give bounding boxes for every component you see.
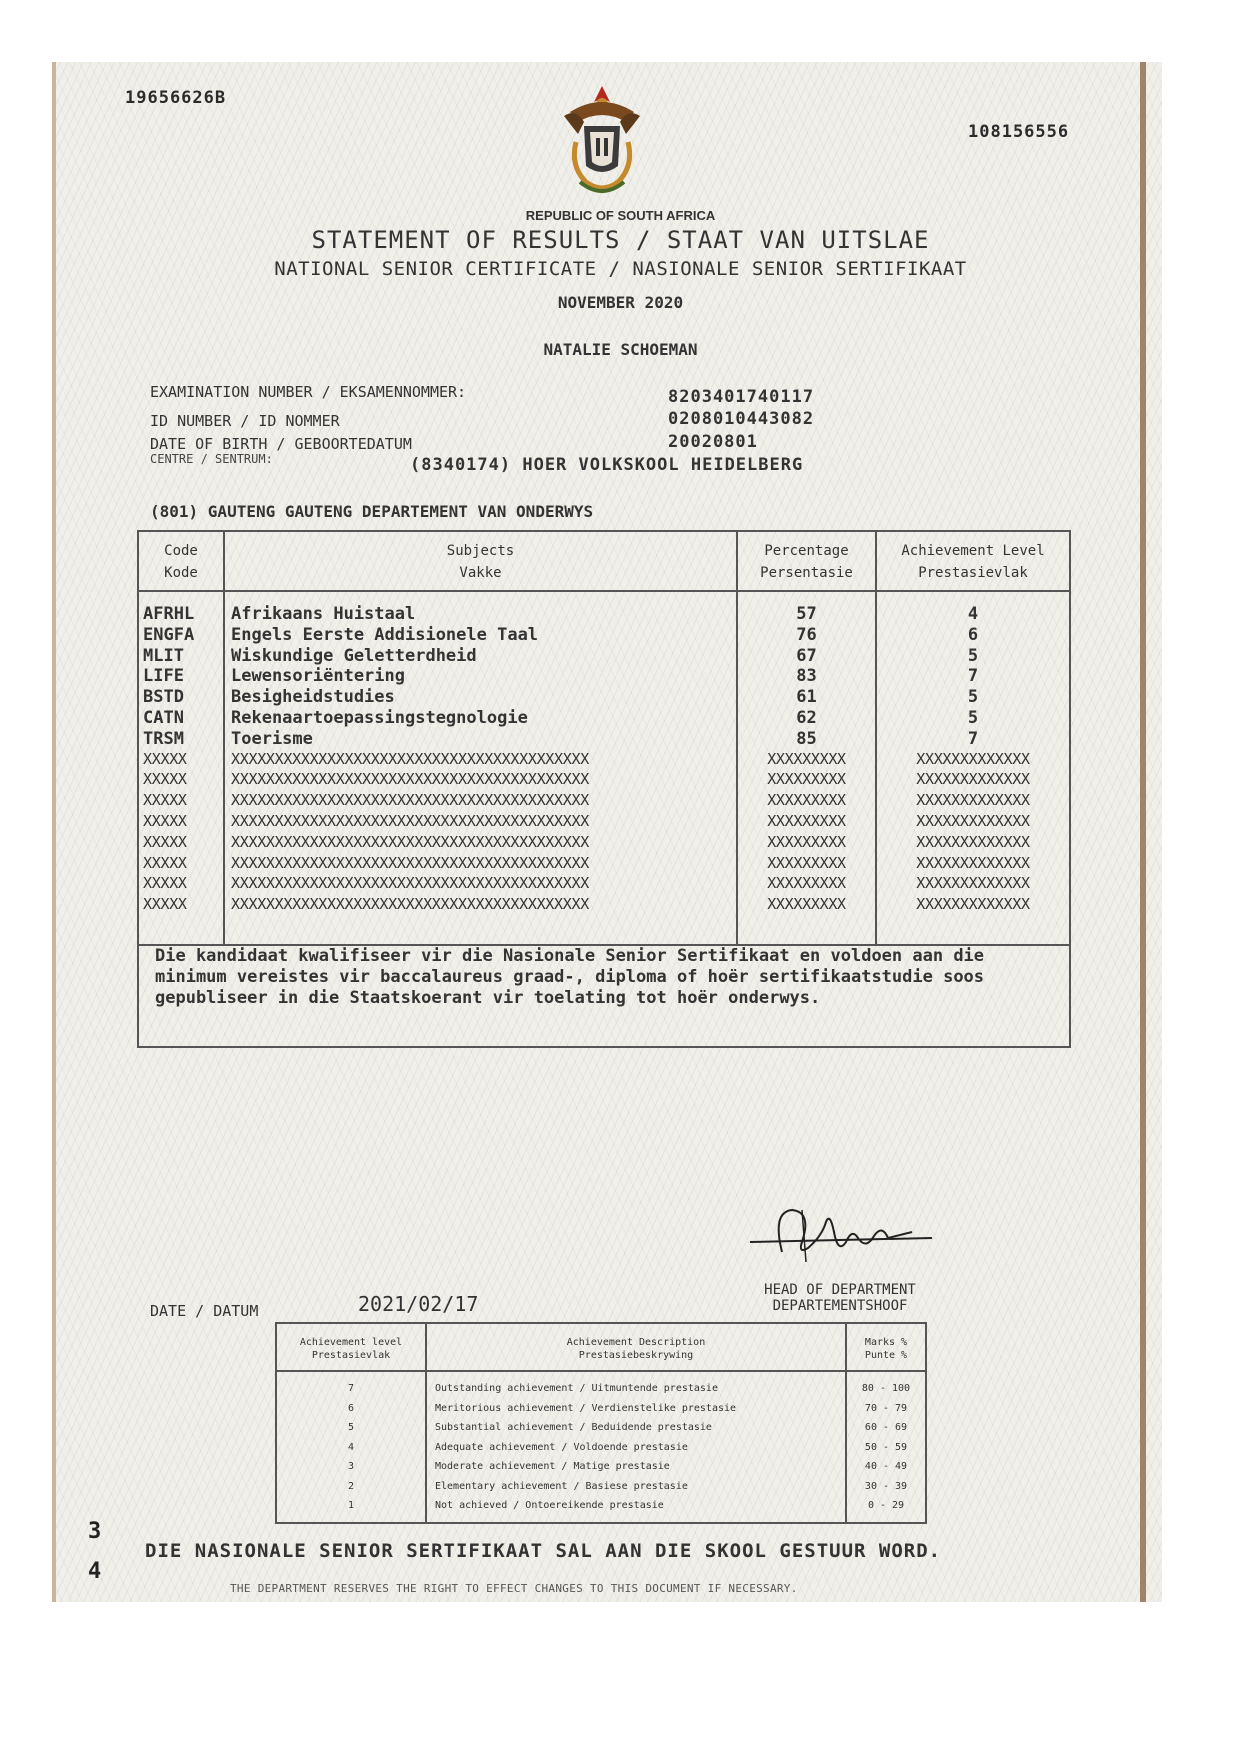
issue-date: 2021/02/17: [358, 1292, 479, 1316]
centre-value: (8340174) HOER VOLKSKOOL HEIDELBERG: [410, 455, 804, 475]
cell-percentage: XXXXXXXXX: [767, 770, 846, 789]
cell-subject: XXXXXXXXXXXXXXXXXXXXXXXXXXXXXXXXXXXXXXXXX: [231, 749, 589, 768]
legend-header-marks-af: Punte %: [864, 1350, 908, 1361]
signature-icon: [742, 1192, 942, 1272]
cell-subject: Lewensoriëntering: [231, 666, 405, 687]
cell-percentage: XXXXXXXXX: [767, 812, 846, 830]
cell-subject: XXXXXXXXXXXXXXXXXXXXXXXXXXXXXXXXXXXXXXXXX: [231, 770, 589, 789]
cell-level: XXXXXXXXXXXXX: [916, 895, 1030, 914]
cell-code: BSTD: [143, 687, 184, 708]
cell-percentage: 76: [796, 624, 817, 645]
legend-cell-marks: 30 - 39: [864, 1480, 908, 1492]
cell-code: XXXXX: [143, 749, 187, 768]
cell-level: 7: [967, 666, 979, 687]
document-title: STATEMENT OF RESULTS / STAAT VAN UITSLAE: [311, 226, 930, 254]
legend-cell-level: 3: [347, 1461, 355, 1472]
legend-header-level: [277, 1336, 425, 1362]
cell-subject: XXXXXXXXXXXXXXXXXXXXXXXXXXXXXXXXXXXXXXXXX: [231, 874, 589, 893]
header-level: [877, 540, 1069, 584]
cell-level: XXXXXXXXXXXXX: [916, 791, 1030, 810]
cell-percentage: XXXXXXXXX: [767, 895, 846, 914]
cell-code: AFRHL: [143, 604, 195, 624]
signatory-title-en: HEAD OF DEPARTMENT: [764, 1282, 916, 1298]
cell-subject: XXXXXXXXXXXXXXXXXXXXXXXXXXXXXXXXXXXXXXXXX: [231, 832, 589, 851]
id-number-value: 0208010443082: [668, 409, 815, 429]
header-percentage-af: Persentasie: [760, 565, 853, 581]
exam-number-value: 8203401740117: [668, 387, 815, 407]
legend-cell-marks: 50 - 59: [864, 1441, 908, 1453]
cell-level: XXXXXXXXXXXXX: [916, 812, 1030, 830]
achievement-legend-table: [275, 1322, 927, 1524]
header-code-en: Code: [164, 543, 198, 559]
cell-percentage: 85: [796, 728, 817, 749]
cell-code: XXXXX: [143, 895, 187, 914]
cell-level: 6: [967, 624, 979, 645]
legend-cell-level: 5: [347, 1422, 355, 1433]
cell-percentage: XXXXXXXXX: [767, 791, 846, 810]
legend-cell-marks: 70 - 79: [864, 1402, 908, 1414]
district-line: (801) GAUTENG GAUTENG DEPARTEMENT VAN ONDERWYS: [150, 502, 594, 521]
cell-percentage: 62: [796, 708, 817, 728]
cell-percentage: 57: [796, 604, 817, 624]
cell-percentage: XXXXXXXXX: [767, 853, 846, 872]
cell-percentage: XXXXXXXXX: [767, 832, 846, 851]
cell-code: LIFE: [143, 666, 184, 687]
cell-code: CATN: [143, 708, 184, 728]
header-subjects-af: Vakke: [459, 565, 502, 581]
results-header-divider: [139, 590, 1069, 592]
legend-cell-marks: 60 - 69: [864, 1422, 908, 1433]
cell-level: XXXXXXXXXXXXX: [916, 853, 1030, 872]
cell-code: MLIT: [143, 645, 184, 666]
legend-header-marks-en: Marks %: [864, 1337, 908, 1348]
cell-level: 4: [967, 604, 979, 624]
header-level-af: Prestasievlak: [918, 565, 1028, 581]
coat-of-arms-icon: [556, 82, 648, 202]
legend-cell-desc: Elementary achievement / Basiese prestasie: [435, 1480, 688, 1492]
results-divider-code: [223, 532, 225, 946]
legend-header-desc-af: Prestasiebeskrywing: [578, 1350, 694, 1361]
legend-header-marks: [847, 1336, 925, 1362]
date-of-birth-value: 20020801: [668, 432, 758, 452]
legend-header-desc-en: Achievement Description: [566, 1337, 706, 1348]
cell-code: TRSM: [143, 728, 184, 749]
footer-disclaimer: THE DEPARTMENT RESERVES THE RIGHT TO EFFECT CHANGES TO THIS DOCUMENT IF NECESSARY.: [230, 1582, 798, 1595]
cell-code: XXXXX: [143, 853, 187, 872]
header-percentage: [738, 540, 875, 584]
legend-cell-desc: Substantial achievement / Beduidende prestasie: [435, 1422, 712, 1433]
header-code-af: Kode: [164, 565, 198, 581]
header-level-en: Achievement Level: [901, 543, 1045, 559]
centre-label: CENTRE / SENTRUM:: [150, 452, 273, 466]
cell-code: XXXXX: [143, 791, 187, 810]
reference-number-right: 108156556: [968, 122, 1070, 142]
margin-marks: 3 4: [88, 1519, 102, 1584]
legend-header-desc: [427, 1336, 845, 1362]
cell-code: XXXXX: [143, 812, 187, 830]
legend-header-divider: [277, 1370, 925, 1372]
legend-cell-level: 1: [347, 1500, 355, 1511]
reference-number-left: 19656626B: [125, 88, 227, 108]
cell-subject: Besigheidstudies: [231, 687, 395, 708]
candidate-name: NATALIE SCHOEMAN: [543, 340, 698, 359]
legend-cell-level: 4: [347, 1441, 355, 1453]
footer-notice: DIE NASIONALE SENIOR SERTIFIKAAT SAL AAN DIE SKOOL GESTUUR WORD.: [145, 1540, 942, 1562]
header-code: [139, 540, 223, 584]
cell-subject: Toerisme: [231, 728, 313, 749]
legend-cell-level: 7: [347, 1383, 355, 1394]
header-subjects-en: Subjects: [446, 543, 515, 559]
republic-heading: REPUBLIC OF SOUTH AFRICA: [525, 208, 716, 223]
qualification-statement: Die kandidaat kwalifiseer vir die Nasionale Senior Sertifikaat en voldoen aan die minimum vereistes vir baccalaureus graad-, diploma of hoër sertifikaatstudie soos gepubliseer in die Staatskoerant vir toelating tot hoër onderwys.: [155, 946, 985, 1008]
cell-subject: Afrikaans Huistaal: [231, 604, 416, 624]
cell-code: XXXXX: [143, 770, 187, 789]
exam-number-label: EXAMINATION NUMBER / EKSAMENNOMMER:: [150, 383, 467, 401]
cell-level: 5: [967, 687, 979, 708]
signatory-title: [720, 1282, 960, 1314]
header-subjects: [225, 540, 736, 584]
legend-cell-desc: Moderate achievement / Matige prestasie: [435, 1461, 670, 1472]
cell-level: 5: [967, 645, 979, 666]
legend-cell-desc: Adequate achievement / Voldoende prestasie: [435, 1441, 688, 1453]
legend-cell-level: 2: [347, 1480, 355, 1492]
cell-subject: XXXXXXXXXXXXXXXXXXXXXXXXXXXXXXXXXXXXXXXXX: [231, 895, 589, 914]
cell-subject: XXXXXXXXXXXXXXXXXXXXXXXXXXXXXXXXXXXXXXXXX: [231, 812, 589, 830]
cell-level: 7: [967, 728, 979, 749]
cell-percentage: 67: [796, 645, 817, 666]
cell-code: XXXXX: [143, 832, 187, 851]
cell-level: XXXXXXXXXXXXX: [916, 832, 1030, 851]
header-percentage-en: Percentage: [764, 543, 849, 559]
date-of-birth-label: DATE OF BIRTH / GEBOORTEDATUM: [150, 435, 412, 453]
cell-percentage: XXXXXXXXX: [767, 749, 846, 768]
cell-subject: Rekenaartoepassingstegnologie: [231, 708, 528, 728]
cell-percentage: 83: [796, 666, 817, 687]
document-subtitle: NATIONAL SENIOR CERTIFICATE / NASIONALE SENIOR SERTIFIKAAT: [274, 258, 967, 280]
cell-subject: XXXXXXXXXXXXXXXXXXXXXXXXXXXXXXXXXXXXXXXXX: [231, 791, 589, 810]
cell-subject: Wiskundige Geletterdheid: [231, 645, 477, 666]
legend-cell-desc: Outstanding achievement / Uitmuntende prestasie: [435, 1383, 718, 1394]
cell-level: XXXXXXXXXXXXX: [916, 770, 1030, 789]
cell-percentage: XXXXXXXXX: [767, 874, 846, 893]
cell-code: XXXXX: [143, 874, 187, 893]
legend-header-level-en: Achievement level: [299, 1337, 403, 1348]
signatory-title-af: DEPARTEMENTSHOOF: [772, 1298, 908, 1314]
exam-session: NOVEMBER 2020: [557, 293, 684, 312]
legend-cell-marks: 80 - 100: [861, 1383, 911, 1394]
cell-subject: Engels Eerste Addisionele Taal: [231, 624, 539, 645]
cell-level: 5: [967, 708, 979, 728]
cell-level: XXXXXXXXXXXXX: [916, 749, 1030, 768]
legend-header-level-af: Prestasievlak: [311, 1350, 391, 1361]
results-table: [137, 530, 1071, 1048]
legend-cell-level: 6: [347, 1402, 355, 1414]
legend-cell-desc: Not achieved / Ontoereikende prestasie: [435, 1500, 664, 1511]
cell-code: ENGFA: [143, 624, 195, 645]
legend-cell-desc: Meritorious achievement / Verdienstelike prestasie: [435, 1402, 737, 1414]
cell-percentage: 61: [796, 687, 817, 708]
date-label: DATE / DATUM: [150, 1302, 259, 1320]
legend-cell-marks: 0 - 29: [867, 1500, 905, 1511]
cell-subject: XXXXXXXXXXXXXXXXXXXXXXXXXXXXXXXXXXXXXXXXX: [231, 853, 589, 872]
legend-cell-marks: 40 - 49: [864, 1461, 908, 1472]
id-number-label: ID NUMBER / ID NOMMER: [150, 412, 340, 430]
cell-level: XXXXXXXXXXXXX: [916, 874, 1030, 893]
